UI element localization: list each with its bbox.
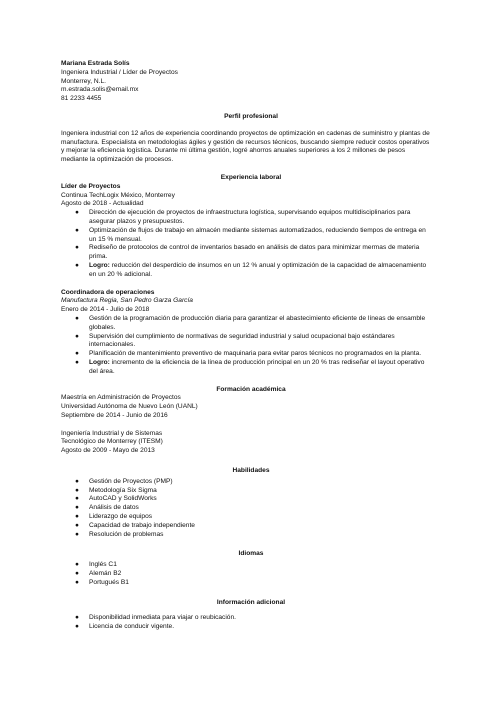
list-item bbox=[61, 333, 441, 351]
candidate-email: m.estrada.solis@email.mx bbox=[61, 86, 139, 94]
education-school: Tecnológico de Monterrey (ITESM) bbox=[61, 438, 163, 446]
achievement-label: Logro: bbox=[89, 261, 110, 269]
list-item bbox=[61, 522, 441, 531]
bullet-icon: ● bbox=[75, 495, 79, 503]
bullet-text: en un 20 % adicional. bbox=[89, 270, 153, 278]
bullet-text: del área. bbox=[89, 367, 115, 375]
additional-heading: Información adicional bbox=[216, 598, 286, 606]
job-dates: Enero de 2014 - Julio de 2018 bbox=[61, 306, 150, 314]
education-degree: Maestría en Administración de Proyectos bbox=[61, 394, 181, 402]
bullet-text: incremento de la eficiencia de la línea de producción principal en un 20 % tras rediseñar el layout operativo bbox=[109, 358, 425, 366]
list-item bbox=[61, 504, 441, 513]
bullet-icon: ● bbox=[75, 209, 79, 217]
skill-text: Resolución de problemas bbox=[89, 530, 164, 538]
profile-line: manufactura. Especialista en metodologías ágiles y gestión de recursos técnicos, buscando siempre reducir costos operativos bbox=[61, 138, 430, 146]
candidate-title: Ingeniera Industrial / Líder de Proyectos bbox=[61, 68, 178, 76]
bullet-text: Planificación de mantenimiento preventivo de maquinaria para evitar paros técnicos no programados en la planta. bbox=[89, 350, 422, 358]
job-bullets bbox=[61, 209, 441, 279]
languages-heading: Idiomas bbox=[238, 550, 264, 558]
contact-header bbox=[61, 60, 441, 104]
bullet-text: asegurar plazos y presupuestos. bbox=[89, 217, 185, 225]
bullet-icon: ● bbox=[75, 350, 79, 358]
bullet-text: internacionales. bbox=[89, 341, 136, 349]
bullet-icon: ● bbox=[75, 561, 79, 569]
education-entry bbox=[61, 394, 441, 420]
bullet-icon: ● bbox=[75, 530, 79, 538]
additional-list bbox=[61, 614, 441, 632]
experience-heading: Experiencia laboral bbox=[220, 173, 282, 181]
education-entry bbox=[61, 430, 441, 456]
bullet-icon: ● bbox=[75, 314, 79, 322]
bullet-icon: ● bbox=[75, 614, 79, 622]
bullet-icon: ● bbox=[75, 513, 79, 521]
list-item bbox=[61, 579, 441, 588]
list-item bbox=[61, 478, 441, 487]
list-item bbox=[61, 561, 441, 570]
candidate-phone: 81 2233 4455 bbox=[61, 95, 102, 103]
education-dates: Septiembre de 2014 - Junio de 2016 bbox=[61, 411, 168, 419]
list-item bbox=[61, 359, 441, 377]
education-heading: Formación académica bbox=[216, 385, 286, 393]
achievement-label: Logro: bbox=[89, 358, 110, 366]
bullet-icon: ● bbox=[75, 358, 79, 366]
language-text: Inglés C1 bbox=[89, 561, 117, 569]
additional-text: Licencia de conducir vigente. bbox=[89, 623, 175, 631]
candidate-name: Mariana Estrada Solís bbox=[61, 60, 130, 67]
bullet-icon: ● bbox=[75, 570, 79, 578]
education-school: Universidad Autónoma de Nuevo León (UANL) bbox=[61, 403, 198, 411]
skill-text: Análisis de datos bbox=[89, 504, 139, 512]
job-dates: Agosto de 2018 - Actualidad bbox=[61, 200, 144, 208]
languages-list bbox=[61, 561, 441, 587]
list-item bbox=[61, 570, 441, 579]
list-item bbox=[61, 262, 441, 280]
bullet-text: reducción del desperdicio de insumos en un 12 % anual y optimización de la capacidad de almacenamiento bbox=[109, 261, 427, 269]
profile-line: mediante la optimización de procesos. bbox=[61, 156, 174, 164]
list-item bbox=[61, 227, 441, 245]
job-company: Manufactura Regia, San Pedro Garza García bbox=[61, 297, 193, 305]
job-role: Líder de Proyectos bbox=[61, 182, 121, 190]
list-item bbox=[61, 315, 441, 333]
skill-text: AutoCAD y SolidWorks bbox=[89, 495, 157, 503]
list-item bbox=[61, 244, 441, 262]
language-text: Alemán B2 bbox=[89, 570, 122, 578]
bullet-icon: ● bbox=[75, 504, 79, 512]
job-entry bbox=[61, 183, 441, 280]
skill-text: Metodología Six Sigma bbox=[89, 486, 157, 494]
profile-paragraph bbox=[61, 130, 441, 165]
job-bullets bbox=[61, 315, 441, 377]
bullet-text: Gestión de la programación de producción diaria para garantizar el abastecimiento eficiente de líneas de ensamble bbox=[89, 314, 426, 322]
skill-text: Liderazgo de equipos bbox=[89, 513, 153, 521]
resume-page bbox=[61, 60, 441, 632]
skill-text: Gestión de Proyectos (PMP) bbox=[89, 477, 173, 485]
bullet-text: Rediseño de protocolos de control de inventarios basado en análisis de datos para minimizar mermas de materia bbox=[89, 244, 420, 252]
skill-text: Capacidad de trabajo independiente bbox=[89, 521, 195, 529]
bullet-icon: ● bbox=[75, 477, 79, 485]
bullet-text: Optimización de flujos de trabajo en almacén mediante sistemas automatizados, reduciendo tiempos de entrega en bbox=[89, 226, 426, 234]
list-item bbox=[61, 531, 441, 540]
bullet-icon: ● bbox=[75, 261, 79, 269]
job-company: Continua TechLogix México, Monterrey bbox=[61, 191, 175, 199]
list-item bbox=[61, 623, 441, 632]
job-entry bbox=[61, 289, 441, 377]
list-item bbox=[61, 513, 441, 522]
skills-heading: Habilidades bbox=[232, 467, 270, 475]
bullet-text: Supervisión del cumplimiento de normativas de seguridad industrial y salud ocupacional bajo estándares bbox=[89, 332, 395, 340]
education-dates: Agosto de 2009 - Mayo de 2013 bbox=[61, 447, 155, 455]
bullet-text: prima. bbox=[89, 253, 108, 261]
profile-line: y mejorar la eficiencia logística. Durante mi última gestión, logré ahorros anuales superiores a los 2 millones de pesos bbox=[61, 147, 406, 155]
profile-heading: Perfil profesional bbox=[224, 112, 278, 120]
language-text: Portugués B1 bbox=[89, 578, 129, 586]
list-item bbox=[61, 487, 441, 496]
list-item bbox=[61, 350, 441, 359]
bullet-icon: ● bbox=[75, 623, 79, 631]
bullet-text: un 15 % mensual. bbox=[89, 235, 142, 243]
bullet-icon: ● bbox=[75, 486, 79, 494]
bullet-icon: ● bbox=[75, 521, 79, 529]
bullet-icon: ● bbox=[75, 226, 79, 234]
education-degree: Ingeniería Industrial y de Sistemas bbox=[61, 429, 163, 437]
bullet-text: globales. bbox=[89, 323, 116, 331]
list-item bbox=[61, 495, 441, 504]
additional-text: Disponibilidad inmediata para viajar o reubicación. bbox=[89, 614, 236, 622]
profile-line: Ingeniera industrial con 12 años de experiencia coordinando proyectos de optimización en cadenas de suministro y plantas de bbox=[61, 129, 430, 137]
bullet-icon: ● bbox=[75, 244, 79, 252]
list-item bbox=[61, 614, 441, 623]
candidate-location: Monterrey, N.L. bbox=[61, 77, 106, 85]
job-role: Coordinadora de operaciones bbox=[61, 288, 155, 296]
list-item bbox=[61, 209, 441, 227]
bullet-icon: ● bbox=[75, 332, 79, 340]
bullet-text: Dirección de ejecución de proyectos de infraestructura logística, supervisando equipos multidisciplinarios para bbox=[89, 209, 411, 217]
bullet-icon: ● bbox=[75, 578, 79, 586]
skills-list bbox=[61, 478, 441, 540]
